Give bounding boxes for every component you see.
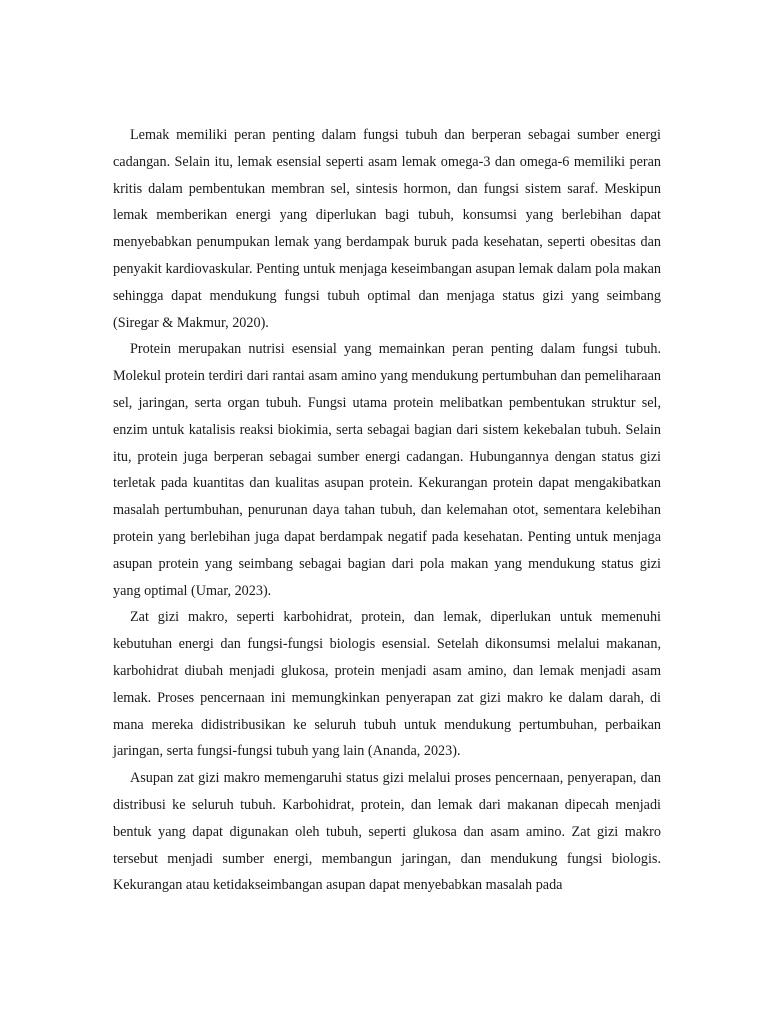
body-text (113, 122, 661, 899)
paragraph-asupan-zat-gizi: Asupan zat gizi makro memengaruhi status gizi melalui proses pencernaan, penyerapan, dan distribusi ke seluruh tubuh. Karbohidrat, protein, dan lemak dari makanan dipecah menjadi bentuk yang dapat digunakan oleh tubuh, seperti glukosa dan asam amino. Zat gizi makro tersebut menjadi sumber energi, membangun jaringan, dan mendukung fungsi biologis. Kekurangan atau ketidakseimbangan asupan dapat menyebabkan masalah pada (113, 770, 661, 894)
paragraph-zat-gizi-makro: Zat gizi makro, seperti karbohidrat, protein, dan lemak, diperlukan untuk memenuhi kebutuhan energi dan fungsi-fungsi biologis esensial. Setelah dikonsumsi melalui makanan, karbohidrat diubah menjadi glukosa, protein menjadi asam amino, dan lemak menjadi asam lemak. Proses pencernaan ini memungkinkan penyerapan zat gizi makro ke dalam darah, di mana mereka didistribusikan ke seluruh tubuh untuk mendukung pertumbuhan, perbaikan jaringan, serta fungsi-fungsi tubuh yang lain (Ananda, 2023). (113, 609, 661, 760)
paragraph-lemak: Lemak memiliki peran penting dalam fungsi tubuh dan berperan sebagai sumber energi cadangan. Selain itu, lemak esensial seperti asam lemak omega-3 dan omega-6 memiliki peran kritis dalam pembentukan membran sel, sintesis hormon, dan fungsi sistem saraf. Meskipun lemak memberikan energi yang diperlukan bagi tubuh, konsumsi yang berlebihan dapat menyebabkan penumpukan lemak yang berdampak buruk pada kesehatan, seperti obesitas dan penyakit kardiovaskular. Penting untuk menjaga keseimbangan asupan lemak dalam pola makan sehingga dapat mendukung fungsi tubuh optimal dan menjaga status gizi yang seimbang (Siregar & Makmur, 2020). (113, 127, 661, 331)
paragraph-protein: Protein merupakan nutrisi esensial yang memainkan peran penting dalam fungsi tubuh. Molekul protein terdiri dari rantai asam amino yang mendukung pertumbuhan dan pemeliharaan sel, jaringan, serta organ tubuh. Fungsi utama protein melibatkan pembentukan struktur sel, enzim untuk katalisis reaksi biokimia, serta sebagai bagian dari sistem kekebalan tubuh. Selain itu, protein juga berperan sebagai sumber energi cadangan. Hubungannya dengan status gizi terletak pada kuantitas dan kualitas asupan protein. Kekurangan protein dapat mengakibatkan masalah pertumbuhan, penurunan daya tahan tubuh, dan kelemahan otot, sementara kelebihan protein yang berlebihan juga dapat berdampak negatif pada kesehatan. Penting untuk menjaga asupan protein yang seimbang sebagai bagian dari pola makan yang mendukung status gizi yang optimal (Umar, 2023). (113, 341, 661, 599)
